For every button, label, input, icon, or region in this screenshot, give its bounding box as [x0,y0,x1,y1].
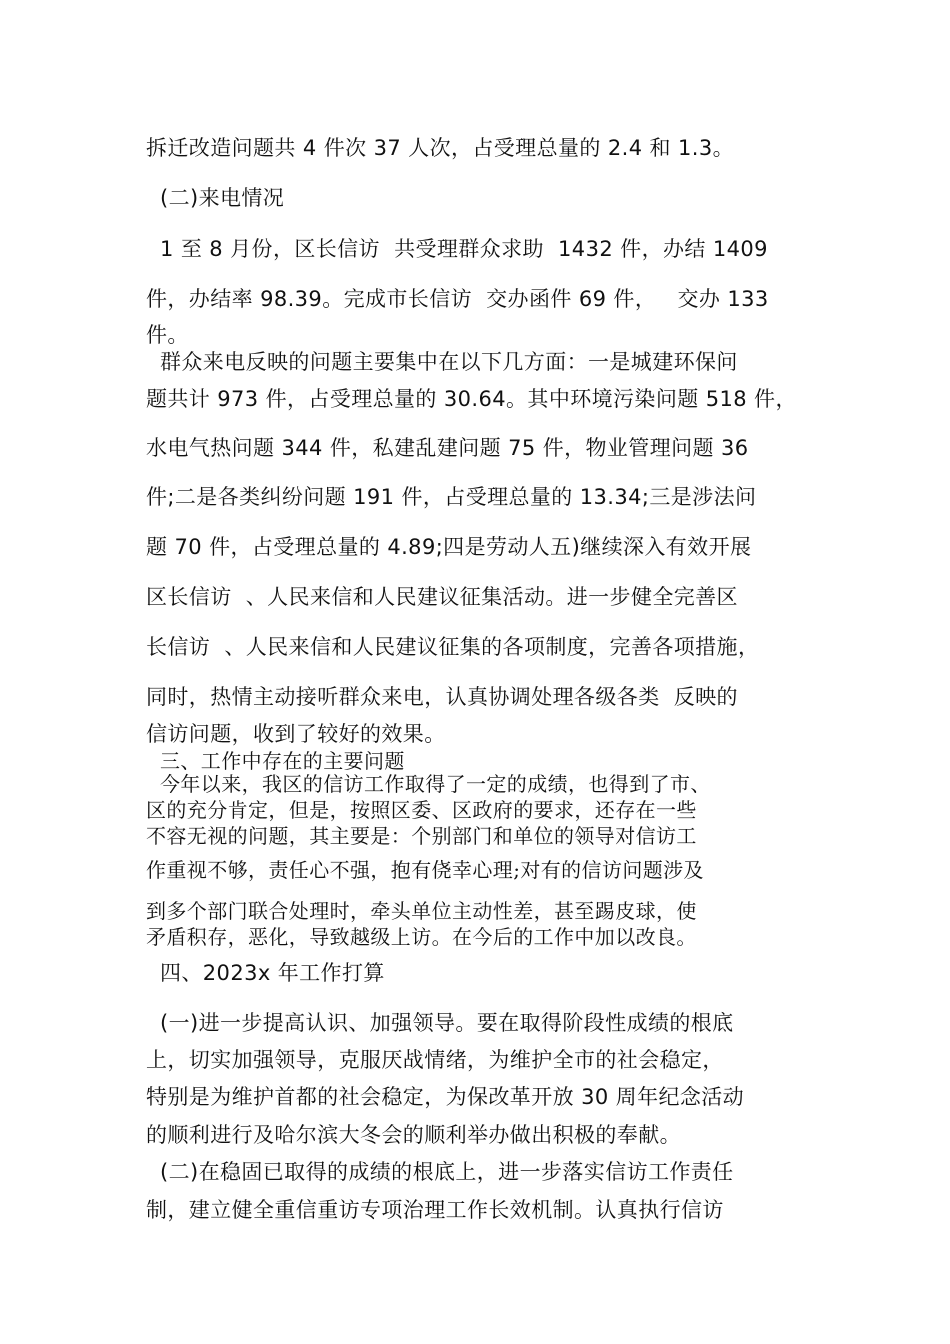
text-line: 作重视不够，责任心不强，抱有侥幸心理;对有的信访问题涉及 [146,858,704,882]
text-line: (二)在稳固已取得的成绩的根底上，进一步落实信访工作责任 [160,1160,734,1184]
text-line: 拆迁改造问题共 4 件次 37 人次，占受理总量的 2.4 和 1.3。 [146,136,735,160]
text-line: 信访问题，收到了较好的效果。 [146,722,446,746]
text-line: 的顺利进行及哈尔滨大冬会的顺利举办做出积极的奉献。 [146,1123,681,1147]
text-line: (一)进一步提高认识、加强领导。要在取得阶段性成绩的根底 [160,1011,734,1035]
text-line: 区的充分肯定，但是，按照区委、区政府的要求，还存在一些 [146,798,697,822]
text-line: 件，办结率 98.39。完成市长信访 交办函件 69 件， 交办 133 [146,287,769,311]
text-line: 同时，热情主动接听群众来电，认真协调处理各级各类 反映的 [146,685,738,709]
section-heading: 三、工作中存在的主要问题 [160,749,405,773]
text-line: 矛盾积存，恶化，导致越级上访。在今后的工作中加以改良。 [146,925,697,949]
text-line: 不容无视的问题，其主要是：个别部门和单位的领导对信访工 [146,824,697,848]
text-line: 1 至 8 月份，区长信访 共受理群众求助 1432 件，办结 1409 [160,237,768,261]
text-line: 件。 [146,323,189,347]
text-line: 今年以来，我区的信访工作取得了一定的成绩，也得到了市、 [160,772,711,796]
section-heading: 四、2023x 年工作打算 [160,961,385,985]
text-line: 题共计 973 件，占受理总量的 30.64。其中环境污染问题 518 件， [146,387,797,411]
text-line: 水电气热问题 344 件，私建乱建问题 75 件，物业管理问题 36 [146,436,749,460]
text-line: 长信访 、人民来信和人民建议征集的各项制度，完善各项措施， [146,635,760,659]
text-line: 区长信访 、人民来信和人民建议征集活动。进一步健全完善区 [146,585,738,609]
text-line: 件;二是各类纠纷问题 191 件，占受理总量的 13.34;三是涉法问 [146,485,757,509]
text-line: 群众来电反映的问题主要集中在以下几方面：一是城建环保问 [160,350,738,374]
section-heading: (二)来电情况 [160,186,285,210]
text-line: 到多个部门联合处理时，牵头单位主动性差，甚至踢皮球，使 [146,899,697,923]
text-line: 上，切实加强领导，克服厌战情绪，为维护全市的社会稳定， [146,1048,724,1072]
text-line: 题 70 件，占受理总量的 4.89;四是劳动人五)继续深入有效开展 [146,535,752,559]
text-line: 特别是为维护首都的社会稳定，为保改革开放 30 周年纪念活动 [146,1085,745,1109]
text-line: 制，建立健全重信重访专项治理工作长效机制。认真执行信访 [146,1198,724,1222]
